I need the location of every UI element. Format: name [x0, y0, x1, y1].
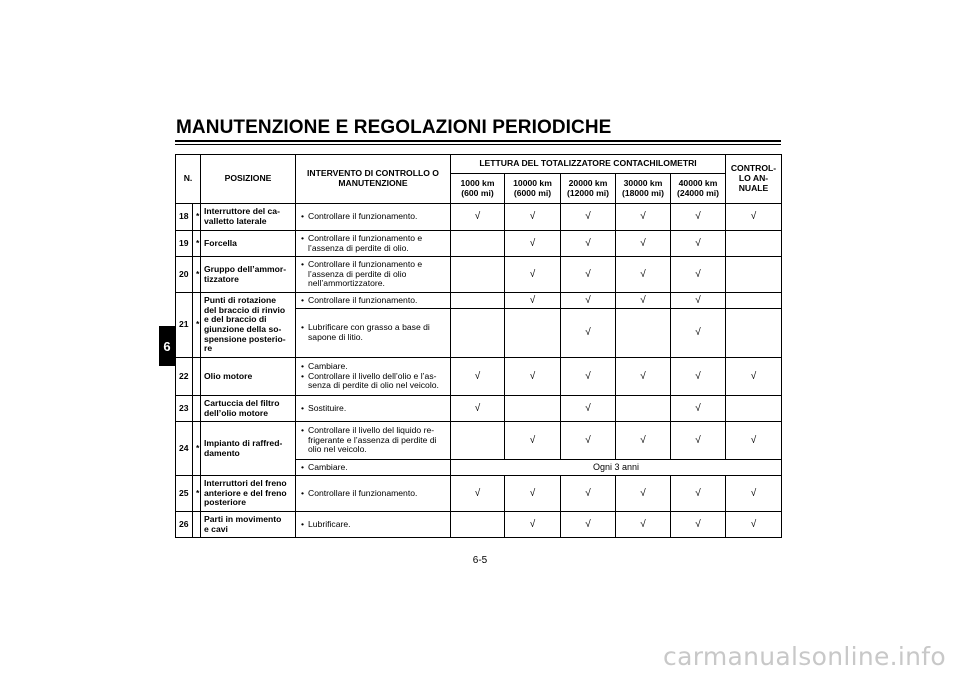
dealer-service-mark: * — [193, 476, 201, 512]
header-odometer-1: 1000 km (600 mi) — [451, 174, 505, 204]
check-mark: √ — [451, 204, 505, 231]
check-mark: √ — [505, 257, 561, 293]
table-row — [176, 358, 782, 396]
check-mark: √ — [726, 358, 782, 396]
empty-cell — [451, 512, 505, 538]
check-mark: √ — [671, 231, 726, 257]
empty-cell — [451, 257, 505, 293]
chapter-tab: 6 — [159, 326, 175, 366]
table-row — [176, 512, 782, 538]
header-annual: CONTROL- LO AN- NUALE — [726, 155, 782, 204]
check-mark: √ — [671, 422, 726, 460]
empty-cell — [451, 309, 505, 358]
action-item: • Lubrificare con grasso a base di sapone di litio. — [299, 323, 447, 342]
check-mark: √ — [451, 476, 505, 512]
action-item: • Controllare il funzionamento e l’assenza di perdite di olio nell’ammortizzatore. — [299, 260, 447, 289]
table-row — [176, 257, 782, 293]
position-cell: Forcella — [201, 231, 296, 257]
action-cell — [296, 231, 451, 257]
row-number: 21 — [176, 293, 193, 358]
action-cell — [296, 396, 451, 422]
check-mark: √ — [616, 231, 671, 257]
empty-cell — [726, 293, 782, 309]
empty-cell — [616, 309, 671, 358]
action-item: • Controllare il livello del liquido re- frigerante e l’assenza di perdite di olio nel veicolo. — [299, 426, 447, 455]
check-mark: √ — [671, 204, 726, 231]
check-mark: √ — [726, 422, 782, 460]
action-cell — [296, 460, 451, 476]
action-cell — [296, 204, 451, 231]
header-odometer-2: 10000 km (6000 mi) — [505, 174, 561, 204]
empty-cell — [451, 293, 505, 309]
dealer-service-mark: * — [193, 204, 201, 231]
position-cell: Parti in movimento e cavi — [201, 512, 296, 538]
empty-cell — [451, 422, 505, 460]
check-mark: √ — [505, 231, 561, 257]
action-item: • Controllare il funzionamento. — [299, 212, 447, 222]
check-mark: √ — [505, 422, 561, 460]
header-odometer-3: 20000 km (12000 mi) — [561, 174, 616, 204]
check-mark: √ — [561, 358, 616, 396]
row-number: 19 — [176, 231, 193, 257]
dealer-service-mark: * — [193, 257, 201, 293]
empty-cell — [726, 309, 782, 358]
check-mark: √ — [726, 204, 782, 231]
empty-cell — [505, 309, 561, 358]
check-mark: √ — [561, 293, 616, 309]
position-cell: Impianto di raffred- damento — [201, 422, 296, 476]
title-rule-thick — [175, 140, 781, 142]
empty-cell — [726, 231, 782, 257]
page-number: 6-5 — [472, 555, 488, 566]
table-row — [176, 396, 782, 422]
check-mark: √ — [561, 257, 616, 293]
check-mark: √ — [616, 476, 671, 512]
check-mark: √ — [451, 358, 505, 396]
check-mark: √ — [505, 476, 561, 512]
dealer-service-mark: * — [193, 293, 201, 358]
action-item: • Controllare il funzionamento. — [299, 296, 447, 306]
table-row — [176, 204, 782, 231]
check-mark: √ — [451, 396, 505, 422]
action-item: • Controllare il funzionamento e l’assenza di perdite di olio. — [299, 234, 447, 253]
check-mark: √ — [671, 293, 726, 309]
action-cell — [296, 257, 451, 293]
dealer-service-mark — [193, 358, 201, 396]
row-number: 20 — [176, 257, 193, 293]
check-mark: √ — [671, 309, 726, 358]
action-cell — [296, 476, 451, 512]
check-mark: √ — [505, 293, 561, 309]
table-row — [176, 422, 782, 460]
position-cell: Interruttore del ca- valletto laterale — [201, 204, 296, 231]
row-number: 24 — [176, 422, 193, 476]
title-rule-thin — [175, 144, 781, 145]
check-mark: √ — [505, 204, 561, 231]
dealer-service-mark — [193, 512, 201, 538]
empty-cell — [616, 396, 671, 422]
check-mark: √ — [671, 476, 726, 512]
check-mark: √ — [505, 358, 561, 396]
action-cell — [296, 512, 451, 538]
action-cell — [296, 309, 451, 358]
table-row — [176, 231, 782, 257]
check-mark: √ — [616, 204, 671, 231]
action-item: • Cambiare. — [299, 362, 447, 372]
action-cell — [296, 358, 451, 396]
dealer-service-mark — [193, 396, 201, 422]
check-mark: √ — [726, 512, 782, 538]
check-mark: √ — [616, 512, 671, 538]
header-position: POSIZIONE — [201, 155, 296, 204]
action-cell — [296, 293, 451, 309]
position-cell: Interruttori del freno anteriore e del freno posteriore — [201, 476, 296, 512]
page-title: MANUTENZIONE E REGOLAZIONI PERIODICHE — [176, 117, 612, 138]
row-number: 22 — [176, 358, 193, 396]
check-mark: √ — [505, 512, 561, 538]
position-cell: Olio motore — [201, 358, 296, 396]
row-number: 25 — [176, 476, 193, 512]
header-n: N. — [176, 155, 201, 204]
table-row — [176, 293, 782, 309]
check-mark: √ — [671, 358, 726, 396]
empty-cell — [505, 396, 561, 422]
position-cell: Gruppo dell’ammor- tizzatore — [201, 257, 296, 293]
action-cell — [296, 422, 451, 460]
header-action: INTERVENTO DI CONTROLLO O MANUTENZIONE — [296, 155, 451, 204]
dealer-service-mark: * — [193, 422, 201, 476]
interval-note: Ogni 3 anni — [451, 460, 782, 476]
row-number: 18 — [176, 204, 193, 231]
action-item: • Lubrificare. — [299, 520, 447, 530]
action-item: • Controllare il livello dell’olio e l’as- senza di perdite di olio nel veicolo. — [299, 372, 447, 391]
check-mark: √ — [616, 422, 671, 460]
check-mark: √ — [561, 512, 616, 538]
check-mark: √ — [616, 257, 671, 293]
empty-cell — [726, 257, 782, 293]
table-row — [176, 476, 782, 512]
empty-cell — [726, 396, 782, 422]
position-cell: Cartuccia del filtro dell’olio motore — [201, 396, 296, 422]
check-mark: √ — [561, 396, 616, 422]
action-item: • Controllare il funzionamento. — [299, 489, 447, 499]
check-mark: √ — [616, 358, 671, 396]
position-cell: Punti di rotazione del braccio di rinvio e del braccio di giunzione della so- spensione posterio- re — [201, 293, 296, 358]
check-mark: √ — [671, 257, 726, 293]
header-odometer-4: 30000 km (18000 mi) — [616, 174, 671, 204]
header-odometer-5: 40000 km (24000 mi) — [671, 174, 726, 204]
empty-cell — [451, 231, 505, 257]
check-mark: √ — [671, 396, 726, 422]
action-item: • Sostituire. — [299, 404, 447, 414]
check-mark: √ — [671, 512, 726, 538]
check-mark: √ — [561, 204, 616, 231]
check-mark: √ — [726, 476, 782, 512]
header-odometer-group: LETTURA DEL TOTALIZZATORE CONTACHILOMETRI — [451, 155, 726, 174]
check-mark: √ — [561, 476, 616, 512]
maintenance-table — [175, 154, 782, 538]
check-mark: √ — [561, 422, 616, 460]
action-item: • Cambiare. — [299, 463, 447, 473]
row-number: 23 — [176, 396, 193, 422]
check-mark: √ — [561, 231, 616, 257]
check-mark: √ — [561, 309, 616, 358]
watermark: carmanualsonline.info — [663, 642, 946, 671]
row-number: 26 — [176, 512, 193, 538]
dealer-service-mark: * — [193, 231, 201, 257]
check-mark: √ — [616, 293, 671, 309]
